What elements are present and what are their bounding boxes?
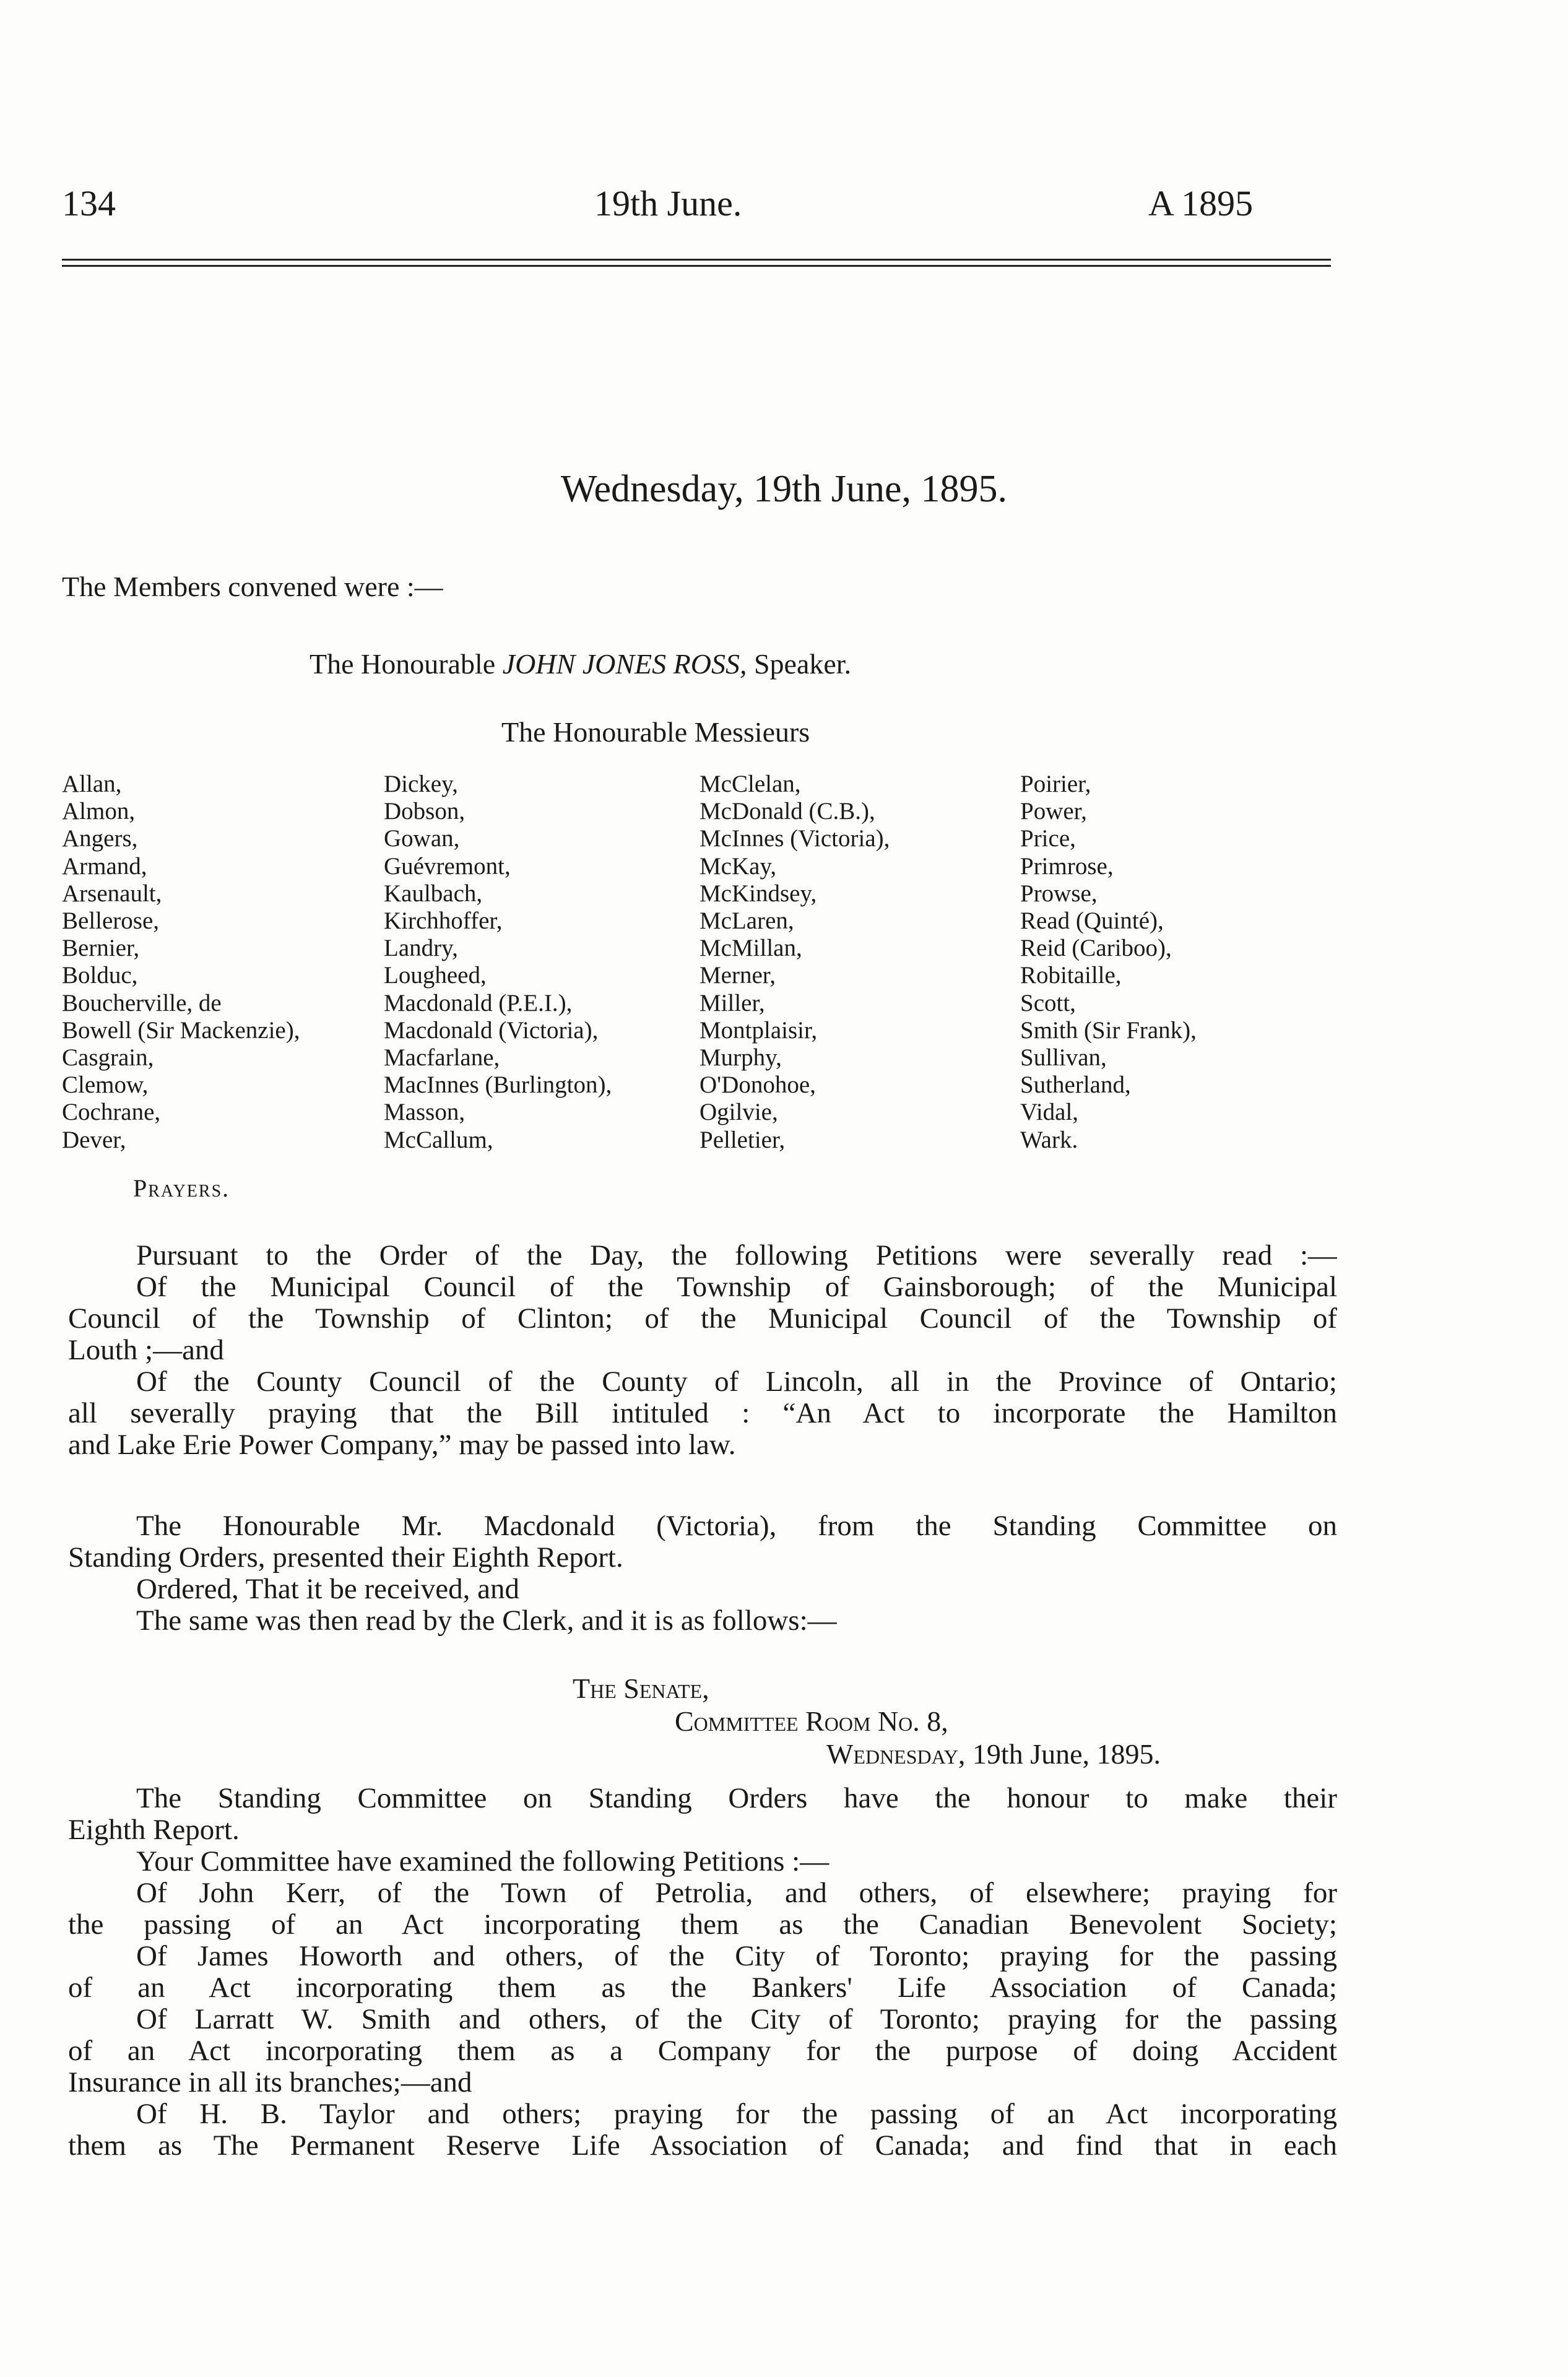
text-line: Insurance in all its branches;—and xyxy=(68,2067,472,2098)
members-intro: The Members convened were :— xyxy=(62,571,443,602)
text-line: and Lake Erie Power Company,” may be passed into law. xyxy=(68,1429,736,1461)
report-date-heading xyxy=(826,1740,1161,1769)
member-name: Murphy, xyxy=(700,1044,782,1072)
members-column-1 xyxy=(62,771,300,1154)
report-intro xyxy=(68,1510,1337,1637)
text-line: Of the Municipal Council of the Township of Gainsborough; of the Municipal xyxy=(136,1271,1337,1303)
members-column-3 xyxy=(700,771,890,1154)
text-line: The Honourable Mr. Macdonald (Victoria), from the Standing Committee on xyxy=(136,1510,1337,1542)
member-name: Pelletier, xyxy=(700,1126,786,1153)
member-name: Price, xyxy=(1020,825,1076,852)
running-date: 19th June. xyxy=(594,183,742,223)
prayers-heading: Prayers. xyxy=(133,1174,230,1202)
member-name: McCallum, xyxy=(384,1126,493,1153)
member-name: Bellerose, xyxy=(62,907,160,935)
member-name: Read (Quinté), xyxy=(1020,907,1164,935)
messieurs-heading: The Honourable Messieurs xyxy=(501,716,810,748)
member-name: Masson, xyxy=(384,1099,466,1126)
member-name: Guévremont, xyxy=(384,852,511,880)
text-line: of an Act incorporating them as a Company for the purpose of doing Accident xyxy=(68,2035,1337,2067)
member-name: MacInnes (Burlington), xyxy=(384,1072,612,1099)
member-name: McKay, xyxy=(700,852,777,880)
member-name: Scott, xyxy=(1020,989,1076,1016)
text-line: Council of the Township of Clinton; of the Municipal Council of the Township of xyxy=(68,1303,1337,1335)
page-title: Wednesday, 19th June, 1895. xyxy=(560,468,1008,510)
text-line: Of Larratt W. Smith and others, of the City of Toronto; praying for the passing xyxy=(136,2004,1337,2035)
text-line: all severally praying that the Bill intituled : “An Act to incorporate the Hamilton xyxy=(68,1398,1337,1429)
member-name: Landry, xyxy=(384,935,458,962)
text-line: Standing Orders, presented their Eighth Report. xyxy=(68,1542,623,1574)
member-name: McKindsey, xyxy=(700,880,817,907)
member-name: Bernier, xyxy=(62,935,140,962)
member-name: Lougheed, xyxy=(384,962,487,989)
member-name: Sutherland, xyxy=(1020,1072,1131,1099)
text-line: Pursuant to the Order of the Day, the following Petitions were severally read :— xyxy=(136,1240,1337,1271)
member-name: Dobson, xyxy=(384,798,466,825)
petitions-paragraph xyxy=(68,1240,1337,1461)
member-name: Boucherville, de xyxy=(62,989,222,1016)
speaker-name: JOHN JONES ROSS, xyxy=(502,648,747,680)
member-name: Kaulbach, xyxy=(384,880,483,907)
text-line: Of John Kerr, of the Town of Petrolia, and others, of elsewhere; praying for xyxy=(136,1877,1337,1909)
member-name: Kirchhoffer, xyxy=(384,907,503,935)
member-name: Bowell (Sir Mackenzie), xyxy=(62,1016,300,1044)
member-name: Armand, xyxy=(62,852,147,880)
member-name: Bolduc, xyxy=(62,962,138,989)
text-line: Of the County Council of the County of Lincoln, all in the Province of Ontario; xyxy=(136,1366,1337,1398)
text-line: The Standing Committee on Standing Orders have the honour to make their xyxy=(136,1783,1337,1814)
member-name: Angers, xyxy=(62,825,138,852)
member-name: Primrose, xyxy=(1020,852,1114,880)
text-line: Your Committee have examined the following Petitions :— xyxy=(136,1846,829,1877)
member-name: Prowse, xyxy=(1020,880,1098,907)
running-year: A 1895 xyxy=(1148,183,1254,223)
header-rule-bottom xyxy=(62,265,1331,267)
member-name: McMillan, xyxy=(700,935,802,962)
member-name: Ogilvie, xyxy=(700,1099,778,1126)
text-line: Eighth Report. xyxy=(68,1814,240,1846)
member-name: Reid (Cariboo), xyxy=(1020,935,1172,962)
text-line: the passing of an Act incorporating them as the Canadian Benevolent Society; xyxy=(68,1909,1337,1941)
text-line: The same was then read by the Clerk, and it is as follows:— xyxy=(136,1605,837,1637)
speaker-prefix: The Honourable xyxy=(310,648,496,680)
members-column-2 xyxy=(384,771,612,1154)
member-name: Sullivan, xyxy=(1020,1044,1107,1072)
member-name: McInnes (Victoria), xyxy=(700,825,890,852)
member-name: Arsenault, xyxy=(62,880,162,907)
speaker-line xyxy=(310,650,851,678)
member-name: Poirier, xyxy=(1020,771,1091,797)
text-line: them as The Permanent Reserve Life Association of Canada; and find that in each xyxy=(68,2130,1337,2162)
member-name: Cochrane, xyxy=(62,1099,161,1126)
member-name: Gowan, xyxy=(384,825,460,852)
report-date: 19th June, 1895. xyxy=(972,1738,1161,1770)
member-name: Miller, xyxy=(700,989,765,1016)
text-line: Ordered, That it be received, and xyxy=(136,1574,519,1605)
member-name: Montplaisir, xyxy=(700,1016,818,1044)
committee-room-heading: Committee Room No. 8, xyxy=(675,1705,948,1737)
member-name: Macfarlane, xyxy=(384,1044,500,1072)
member-name: Macdonald (Victoria), xyxy=(384,1016,599,1044)
member-name: Wark. xyxy=(1020,1126,1078,1153)
member-name: McDonald (C.B.), xyxy=(700,798,875,825)
member-name: O'Donohoe, xyxy=(700,1072,816,1099)
member-name: Vidal, xyxy=(1020,1099,1079,1126)
member-name: Allan, xyxy=(62,771,122,797)
member-name: McLaren, xyxy=(700,907,794,935)
text-line: Louth ;—and xyxy=(68,1335,224,1366)
member-name: Almon, xyxy=(62,798,136,825)
member-name: Macdonald (P.E.I.), xyxy=(384,989,573,1016)
member-name: McClelan, xyxy=(700,771,801,797)
member-name: Dever, xyxy=(62,1126,126,1153)
text-line: Of James Howorth and others, of the City of Toronto; praying for the passing xyxy=(136,1941,1337,1972)
member-name: Dickey, xyxy=(384,771,458,797)
text-line: of an Act incorporating them as the Bankers' Life Association of Canada; xyxy=(68,1972,1337,2004)
member-name: Robitaille, xyxy=(1020,962,1122,989)
page-number: 134 xyxy=(62,183,116,223)
report-body xyxy=(68,1783,1337,2162)
member-name: Casgrain, xyxy=(62,1044,154,1072)
speaker-suffix: Speaker. xyxy=(753,648,852,680)
member-name: Smith (Sir Frank), xyxy=(1020,1016,1197,1044)
senate-heading: The Senate, xyxy=(573,1673,709,1704)
member-name: Clemow, xyxy=(62,1072,149,1099)
text-line: Of H. B. Taylor and others; praying for the passing of an Act incorporating xyxy=(136,2098,1337,2130)
member-name: Power, xyxy=(1020,798,1087,825)
header-rule-top xyxy=(62,259,1331,261)
weekday: Wednesday, xyxy=(826,1738,966,1770)
members-column-4 xyxy=(1020,771,1197,1154)
member-name: Merner, xyxy=(700,962,776,989)
